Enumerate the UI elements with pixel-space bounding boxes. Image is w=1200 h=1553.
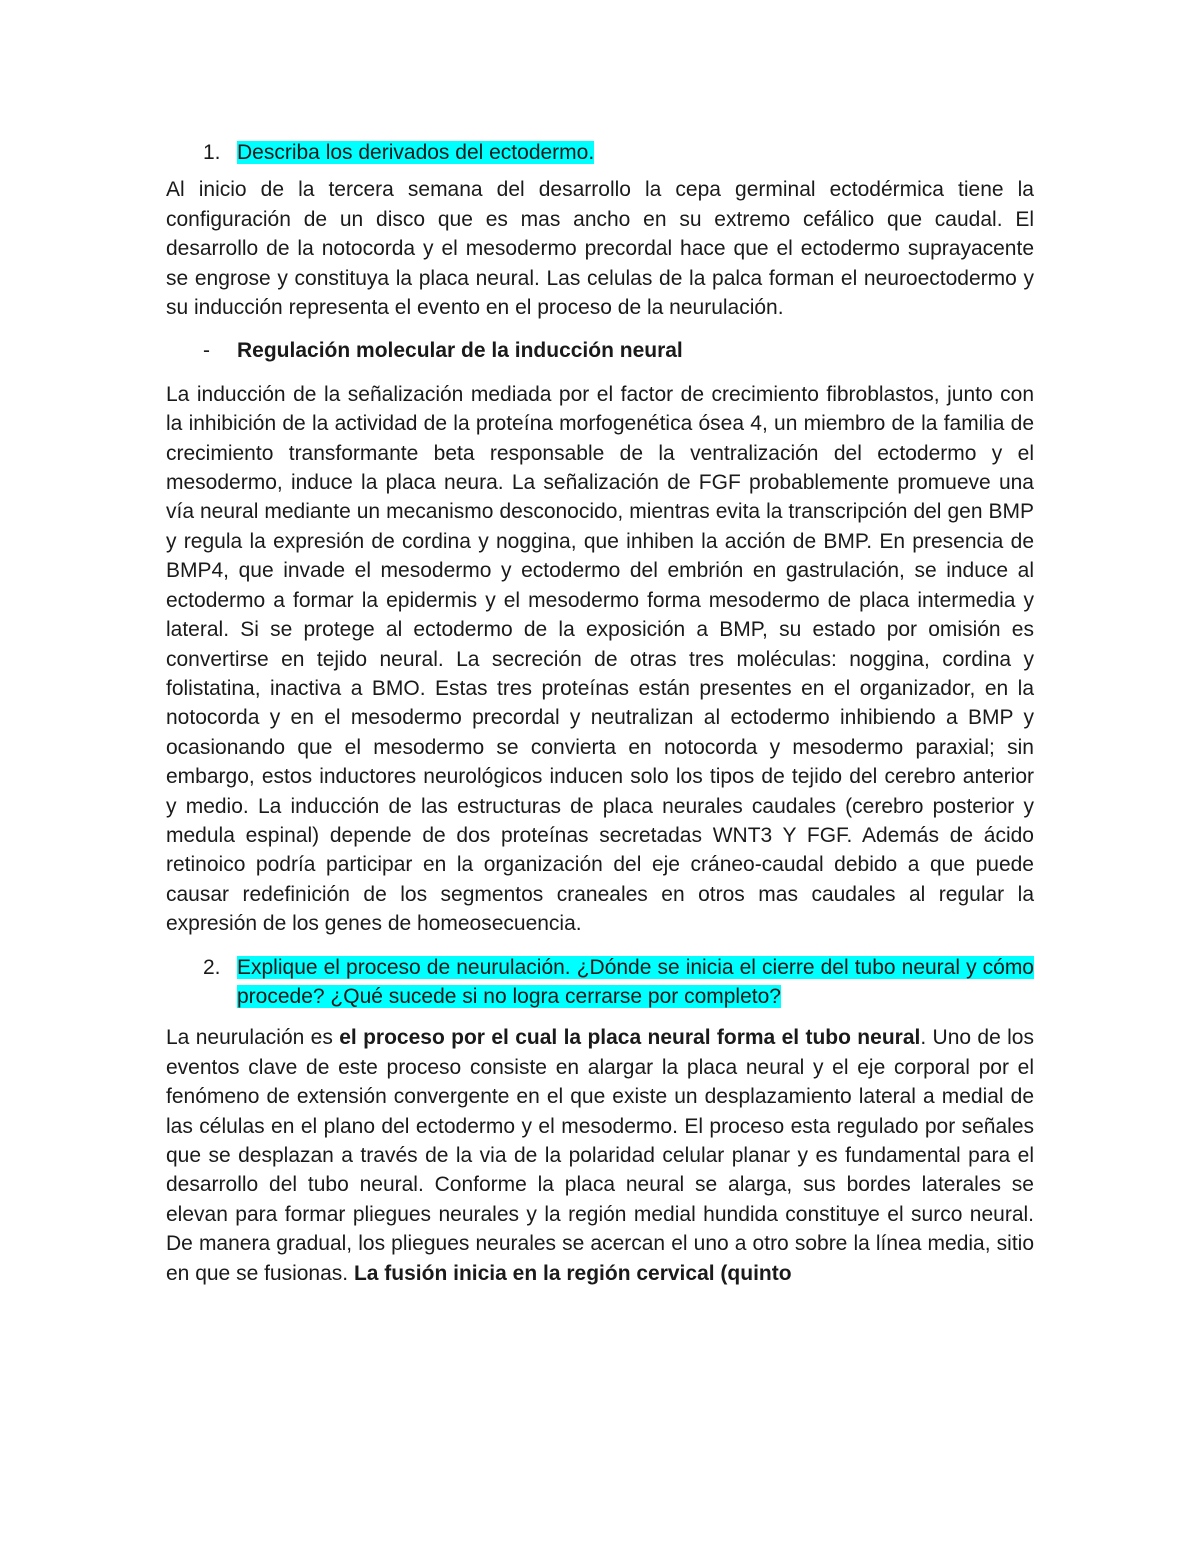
neurulation-fusion-bold: La fusión inicia en la región cervical (quinto — [353, 1261, 792, 1285]
neurulation-intro: La neurulación es — [166, 1026, 340, 1050]
neurulation-body: . Uno de los eventos clave de este proceso consiste en alargar la placa neural y el eje corporal por el fenómeno de extensión convergente en el que existe un desplazamiento lateral a medial de las células en el plano del ectodermo y el mesodermo. El proceso esta regulado por señales que se desplazan a través de la via de la polaridad celular planar y es fundamental para el desarrollo del tubo neural. Conforme la placa neural se alarga, sus bordes laterales se elevan para formar pliegues neurales y la región medial hundida constituye el surco neural. De manera gradual, los pliegues neurales se acercan el uno a otro sobre la línea media, sitio en que se fusionas. — [166, 1026, 1034, 1285]
question-1 — [166, 138, 1034, 167]
question-1-number: 1. — [203, 141, 221, 164]
question-1-text: Describa los derivados del ectodermo. — [237, 141, 595, 164]
bullet-dash: - — [203, 339, 210, 363]
paragraph-neural-induction: La inducción de la señalización mediada por el factor de crecimiento fibroblastos, junto con la inhibición de la actividad de la proteína morfogenética ósea 4, un miembro de la familia de crecimiento transformante beta responsable de la ventralización del ectodermo y el mesodermo, induce la placa neura. La señalización de FGF probablemente promueve una vía neural mediante un mecanismo desconocido, mientras evita la transcripción del gen BMP y regula la expresión de cordina y noggina, que inhiben la acción de BMP. En presencia de BMP4, que invade el mesodermo y ectodermo del embrión en gastrulación, se induce al ectodermo a formar la epidermis y el mesodermo forma mesodermo de placa intermedia y lateral. Si se protege al ectodermo de la exposición a BMP, su estado por omisión es convertirse en tejido neural. La secreción de otras tres moléculas: noggina, cordina y folistatina, inactiva a BMO. Estas tres proteínas están presentes en el organizador, en la notocorda y en el mesodermo precordal y neutralizan al ectodermo inhibiendo a BMP y ocasionando que el mesodermo se convierta en notocorda y mesodermo paraxial; sin embargo, estos inductores neurológicos inducen solo los tipos de tejido del cerebro anterior y medio. La inducción de las estructuras de placa neurales caudales (cerebro posterior y medula espinal) depende de dos proteínas secretadas WNT3 Y FGF. Además de ácido retinoico podría participar en la organización del eje cráneo-caudal debido a que puede causar redefinición de los segmentos craneales en otros mas caudales al regular la expresión de los genes de homeosecuencia. — [166, 382, 1034, 936]
paragraph-neurulation — [166, 1023, 1034, 1288]
subheading-molecular-regulation — [166, 336, 1034, 365]
subheading-text: Regulación molecular de la inducción neural — [237, 339, 683, 363]
neurulation-definition-bold: el proceso por el cual la placa neural forma el tubo neural — [339, 1026, 921, 1050]
question-2-text: Explique el proceso de neurulación. ¿Dónde se inicia el cierre del tubo neural y cómo procede? ¿Qué sucede si no logra cerrarse por completo? — [237, 955, 1034, 1008]
paragraph-ectoderm-intro: Al inicio de la tercera semana del desarrollo la cepa germinal ectodérmica tiene la configuración de un disco que es mas ancho en su extremo cefálico que caudal. El desarrollo de la notocorda y el mesodermo precordal hace que el ectodermo suprayacente se engrose y constituya la placa neural. Las celulas de la palca forman el neuroectodermo y su inducción representa el evento en el proceso de la neurulación. — [166, 178, 1034, 320]
question-2-number: 2. — [203, 955, 221, 979]
question-2 — [166, 953, 1034, 1012]
